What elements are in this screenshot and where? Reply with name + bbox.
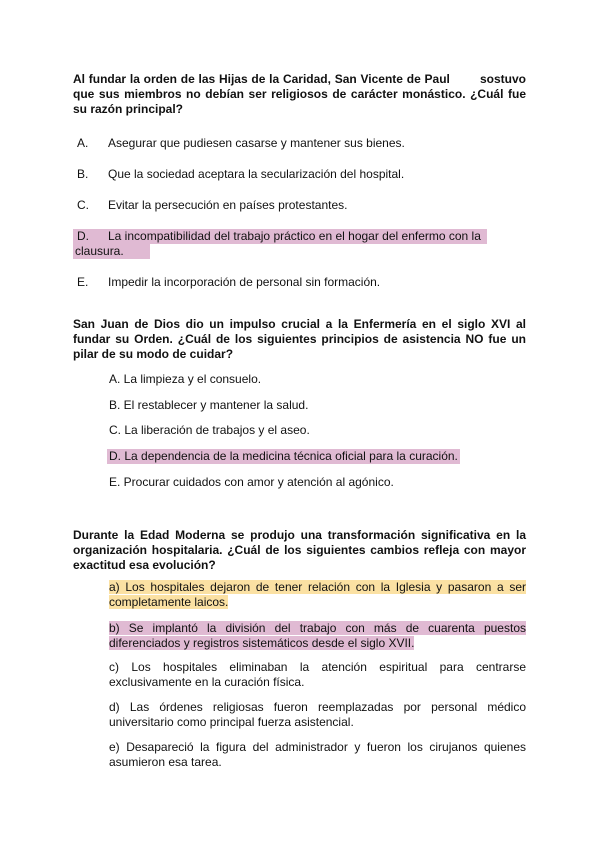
q2-option-c: C. La liberación de trabajos y el aseo. [109,423,310,437]
q1-option-d-text: La incompatibilidad del trabajo práctico en el hogar del enfermo con la [108,229,481,243]
q1-option-d-line1 [73,229,487,244]
q2-option-d-highlighted: D. La dependencia de la medicina técnica oficial para la curación. [109,449,458,463]
q1-option-e-letter: E. [77,275,89,289]
q1-option-b-text: Que la sociedad aceptara la secularización del hospital. [108,167,405,181]
q1-option-c-letter: C. [77,198,89,212]
q3-option-e: e) Desapareció la figura del administrador y fueron los cirujanos quienes asumieron esa tarea. [109,740,526,769]
q2-option-e: E. Procurar cuidados con amor y atención al agónico. [109,475,394,489]
q1-option-d-continuation: clausura. [73,244,150,259]
question-1-text: Al fundar la orden de las Hijas de la Caridad, San Vicente de Paul sostuvo que sus miembros no debían ser religiosos de carácter monástico. ¿Cuál fue su razón principal? [73,72,530,116]
q2-option-a: A. La limpieza y el consuelo. [109,372,262,386]
q1-option-c [77,198,347,213]
q1-option-d-letter: D. [77,229,89,243]
q3-option-a-text: a) Los hospitales dejaron de tener relación con la Iglesia y pasaron a ser completamente laicos. [109,580,526,609]
q3-option-b-text: b) Se implantó la división del trabajo con más de cuarenta puestos diferenciados y registros sistemáticos desde el siglo XVII. [109,621,526,650]
q3-option-b-highlighted [109,621,526,651]
q1-option-b [77,167,404,182]
q1-option-e-text: Impedir la incorporación de personal sin formación. [108,275,381,289]
q1-option-a-text: Asegurar que pudiesen casarse y mantener sus bienes. [108,136,405,150]
question-2-text: San Juan de Dios dio un impulso crucial a la Enfermería en el siglo XVI al fundar su Orden. ¿Cuál de los siguientes principios de asistencia NO fue un pilar de su modo de cuidar? [73,317,526,361]
q1-option-a [77,136,405,151]
q2-option-b: B. El restablecer y mantener la salud. [109,398,309,412]
q1-option-c-text: Evitar la persecución en países protestantes. [108,198,348,212]
q1-option-a-letter: A. [77,136,89,150]
question-3-text: Durante la Edad Moderna se produjo una transformación significativa en la organización hospitalaria. ¿Cuál de los siguientes cambios refleja con mayor exactitud esa evolución? [73,528,526,572]
q1-option-e [77,275,380,290]
q1-option-b-letter: B. [77,167,89,181]
q3-option-a-highlighted [109,580,526,610]
q3-option-d: d) Las órdenes religiosas fueron reemplazadas por personal médico universitario como principal fuerza asistencial. [109,700,526,729]
q3-option-c: c) Los hospitales eliminaban la atención espiritual para centrarse exclusivamente en la curación física. [109,660,526,689]
q1-option-d-highlighted [73,229,487,259]
